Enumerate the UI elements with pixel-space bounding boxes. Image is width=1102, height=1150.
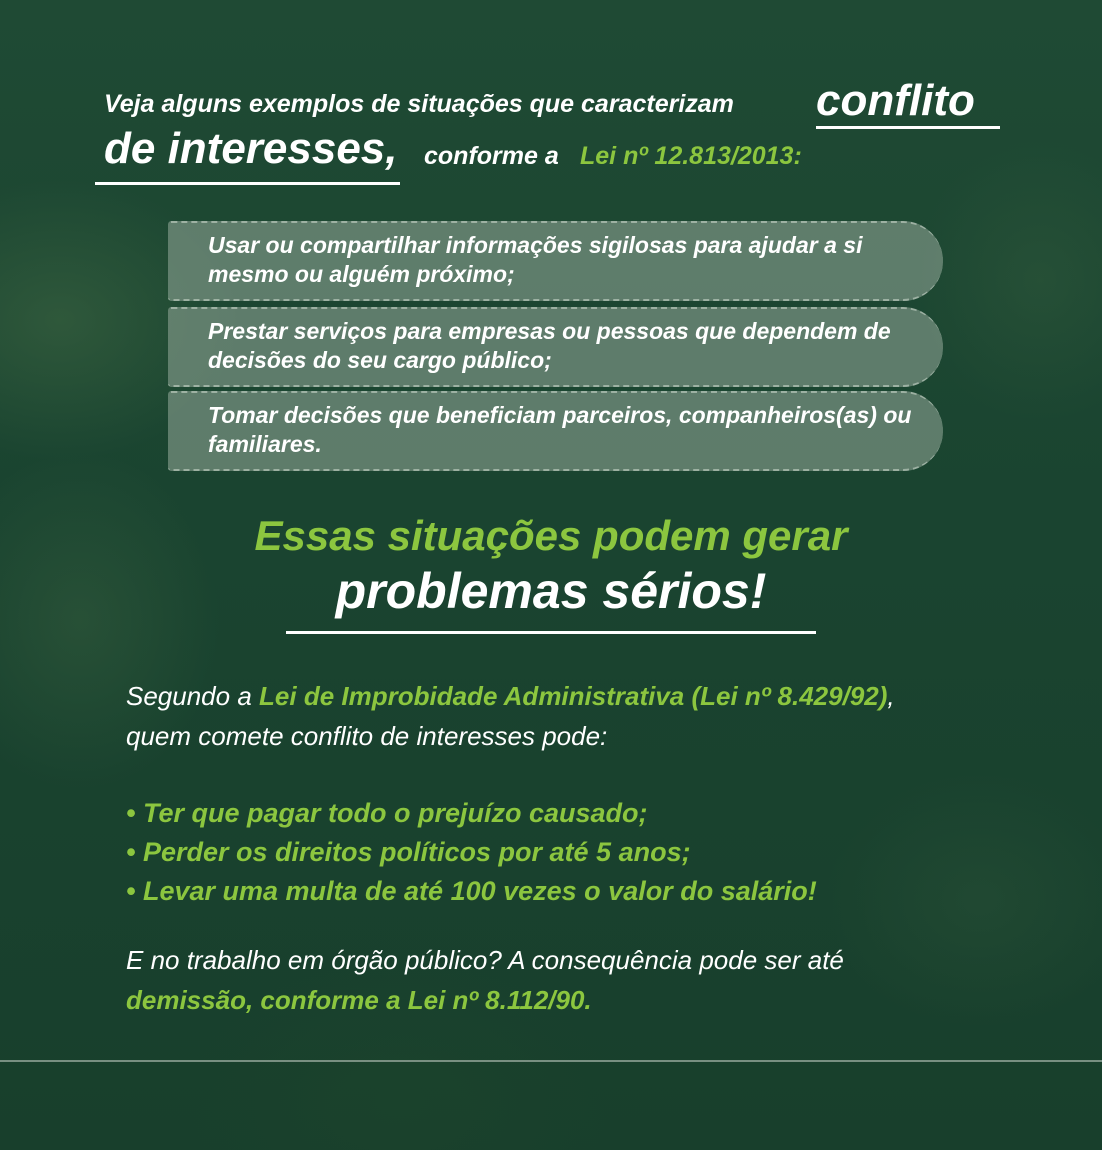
list-item: • Ter que pagar todo o prejuízo causado; xyxy=(126,798,648,828)
intro-highlight-conflito: conflito xyxy=(816,76,975,125)
intro-underline-2 xyxy=(95,182,400,185)
bottom-divider xyxy=(0,1060,1102,1062)
intro-highlight-interesses: de interesses, xyxy=(104,124,398,173)
final-line-2: demissão, conforme a Lei nº 8.112/90. xyxy=(126,985,592,1015)
final-note xyxy=(126,940,1026,1020)
example-text: Prestar serviços para empresas ou pessoas que dependem de decisões do seu cargo público; xyxy=(208,318,891,373)
consequences-list xyxy=(126,794,1026,911)
example-card xyxy=(168,307,943,387)
law-suffix: , xyxy=(887,681,895,711)
example-card xyxy=(168,221,943,301)
intro-law: Lei nº 12.813/2013: xyxy=(580,142,802,170)
intro-middle: conforme a xyxy=(424,142,559,170)
example-text: Usar ou compartilhar informações sigilosas para ajudar a si mesmo ou alguém próximo; xyxy=(208,232,863,287)
list-item: • Perder os direitos políticos por até 5 anos; xyxy=(126,837,691,867)
law-statement xyxy=(126,676,1026,756)
warning-line-2: problemas sérios! xyxy=(335,563,767,619)
law-prefix: Segundo a xyxy=(126,681,252,711)
warning-underline xyxy=(286,631,816,634)
list-item: • Levar uma multa de até 100 vezes o valor do salário! xyxy=(126,876,817,906)
example-text: Tomar decisões que beneficiam parceiros, companheiros(as) ou familiares. xyxy=(208,402,912,457)
intro-prefix: Veja alguns exemplos de situações que caracterizam xyxy=(104,90,734,118)
example-card xyxy=(168,391,943,471)
law-line-2: quem comete conflito de interesses pode: xyxy=(126,721,608,751)
warning-line-1: Essas situações podem gerar xyxy=(254,512,848,559)
final-line-1: E no trabalho em órgão público? A consequência pode ser até xyxy=(126,945,844,975)
law-name: Lei de Improbidade Administrativa (Lei nº 8.429/92) xyxy=(259,681,888,711)
intro-underline-1 xyxy=(816,126,1000,129)
